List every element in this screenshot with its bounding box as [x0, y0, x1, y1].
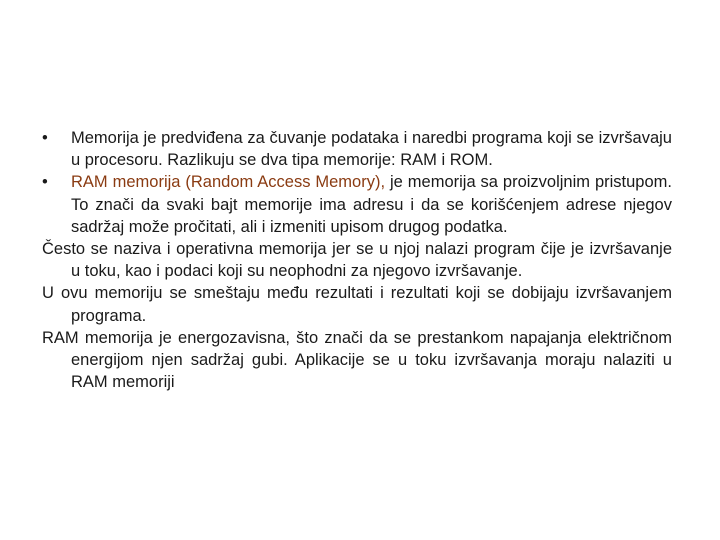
bullet-icon: •: [42, 129, 48, 147]
ram-term-highlight: RAM memorija (Random Access Memory),: [71, 173, 386, 192]
paragraph-ram-definition: [42, 171, 672, 238]
paragraph-text: U ovu memoriju se smeštaju među rezultati i rezultati koji se dobijaju izvršavanjem programa.: [42, 284, 672, 325]
paragraph-text: je memorija sa proizvoljnim pristupom. To znači da svaki bajt memorije ima adresu i da se korišćenjem adrese njegov sadržaj može pročitati, ali i izmeniti upisom drugog podatka.: [71, 173, 672, 236]
bullet-icon: •: [42, 173, 48, 192]
paragraph-memory-intro: [42, 127, 672, 171]
paragraph-operative-memory: [42, 238, 672, 282]
paragraph-text: Često se naziva i operativna memorija jer se u njoj nalazi program čije je izvršavanje u toku, kao i podaci koji su neophodni za njegovo izvršavanje.: [42, 240, 672, 281]
paragraph-results: [42, 282, 672, 326]
paragraph-text: RAM memorija je energozavisna, što znači da se prestankom napajanja električnom energijom njen sadržaj gubi. Aplikacije se u toku izvršavanja moraju nalaziti u RAM memoriji: [42, 328, 672, 392]
paragraph-text: Memorija je predviđena za čuvanje podataka i naredbi programa koji se izvršavaju u procesoru. Razlikuju se dva tipa memorije: RAM i ROM.: [71, 129, 672, 170]
paragraph-volatility: [42, 327, 672, 394]
slide-body: [42, 127, 672, 393]
